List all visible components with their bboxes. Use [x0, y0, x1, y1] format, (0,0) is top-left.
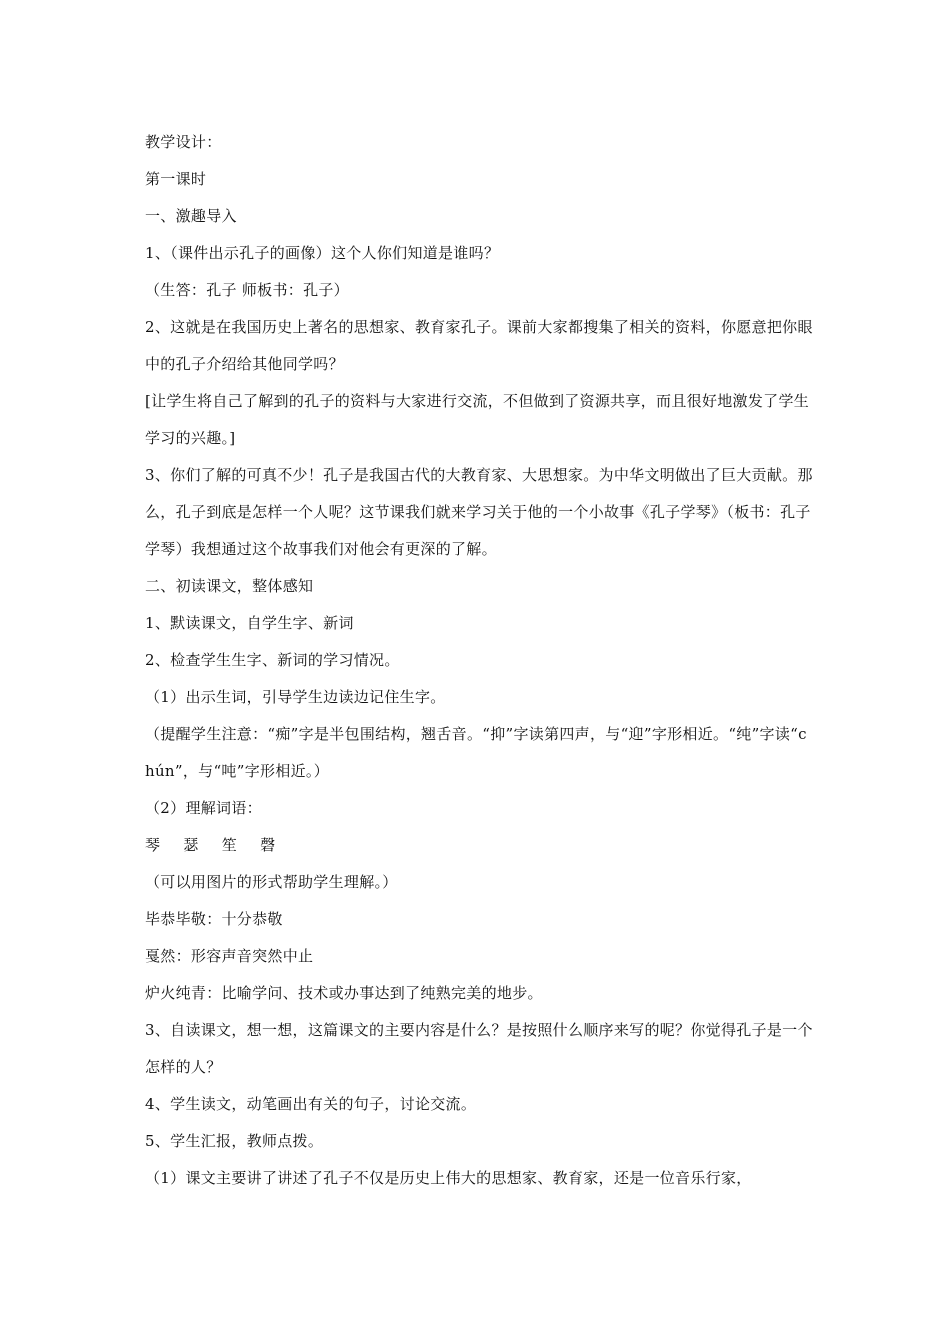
- subsection-heading: 一、激趣导入: [145, 207, 237, 225]
- lesson-heading: 第一课时: [145, 170, 207, 188]
- paragraph: （1）课文主要讲了讲述了孔子不仅是历史上伟大的思想家、教育家，还是一位音乐行家，: [145, 1169, 752, 1187]
- document-body: [145, 124, 815, 1197]
- paragraph: 4、学生读文，动笔画出有关的句子，讨论交流。: [145, 1095, 477, 1113]
- paragraph: [让学生将自己了解到的孔子的资料与大家进行交流，不但做到了资源共享，而且很好地激发了学生学习的兴趣。]: [145, 392, 810, 447]
- subsection-heading: 二、初读课文，整体感知: [145, 577, 314, 595]
- paragraph: （1）出示生词，引导学生边读边记住生字。: [145, 688, 446, 706]
- paragraph: 3、自读课文，想一想，这篇课文的主要内容是什么？是按照什么顺序来写的呢？你觉得孔子是一个怎样的人？: [145, 1021, 813, 1076]
- paragraph: （2）理解词语：: [145, 799, 262, 817]
- paragraph: 5、学生汇报，教师点拨。: [145, 1132, 324, 1150]
- paragraph: 3、你们了解的可真不少！孔子是我国古代的大教育家、大思想家。为中华文明做出了巨大贡献。那么，孔子到底是怎样一个人呢？这节课我们就来学习关于他的一个小故事《孔子学琴》（板书：孔子学琴）我想通过这个故事我们对他会有更深的了解。: [145, 466, 813, 558]
- paragraph: 1、默读课文，自学生字、新词: [145, 614, 354, 632]
- paragraph: 2、检查学生生字、新词的学习情况。: [145, 651, 400, 669]
- definition-item: 戛然：形容声音突然中止: [145, 947, 314, 965]
- definition-item: 毕恭毕敬：十分恭敬: [145, 910, 283, 928]
- section-heading: 教学设计：: [145, 133, 222, 151]
- paragraph: 2、这就是在我国历史上著名的思想家、教育家孔子。课前大家都搜集了相关的资料，你愿意把你眼中的孔子介绍给其他同学吗？: [145, 318, 813, 373]
- vocabulary-list: 琴 瑟 笙 磬: [145, 836, 276, 854]
- paragraph: 1、（课件出示孔子的画像）这个人你们知道是谁吗？: [145, 244, 500, 262]
- definition-item: 炉火纯青：比喻学问、技术或办事达到了纯熟完美的地步。: [145, 984, 543, 1002]
- paragraph: （可以用图片的形式帮助学生理解。）: [145, 873, 398, 891]
- paragraph: （生答：孔子 师板书：孔子）: [145, 281, 349, 299]
- paragraph: （提醒学生注意：“痴”字是半包围结构，翘舌音。“抑”字读第四声，与“迎”字形相近。“纯”字读“chún”，与“吨”字形相近。）: [145, 725, 807, 780]
